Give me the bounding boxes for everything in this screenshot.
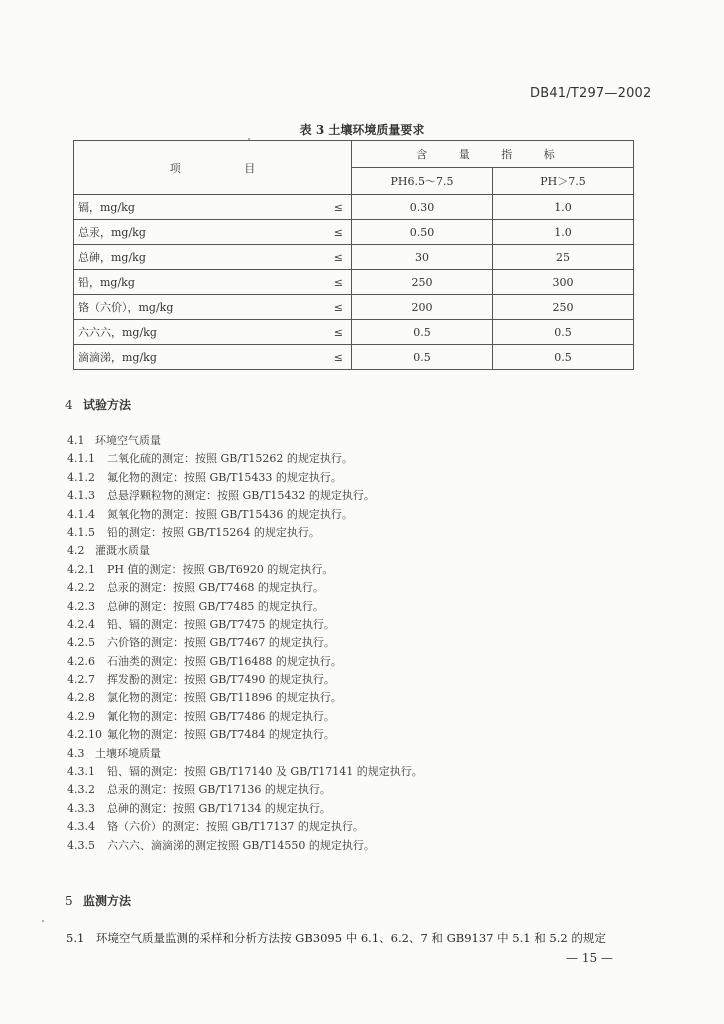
- clause-number: 4.1.5: [67, 525, 95, 539]
- header-ph-range-2: PH＞7.5: [493, 168, 634, 195]
- clause-text: 六六六、滴滴涕的测定按照 GB/T14550 的规定执行。: [107, 838, 375, 852]
- row-value-ph-range-2: 250: [493, 295, 634, 320]
- clause-text: 石油类的测定：按照 GB/T16488 的规定执行。: [107, 654, 342, 668]
- clause-text: 灌溉水质量: [95, 544, 150, 558]
- table-row: [74, 345, 634, 370]
- clause-text: 挥发酚的测定：按照 GB/T7490 的规定执行。: [107, 673, 335, 687]
- method-line: [67, 689, 423, 707]
- document-code: DB41/T297—2002: [530, 86, 652, 101]
- row-operator: ≤: [283, 220, 352, 245]
- row-value-ph-range-1: 250: [352, 270, 493, 295]
- section-title: 监测方法: [83, 894, 132, 908]
- clause-number: 4.1: [67, 434, 85, 447]
- row-value-ph-range-2: 1.0: [493, 220, 634, 245]
- clause-number: 4.2.2: [67, 581, 95, 595]
- row-operator: ≤: [283, 195, 352, 220]
- clause-text: 总汞的测定：按照 GB/T17136 的规定执行。: [107, 783, 331, 797]
- row-value-ph-range-1: 0.30: [352, 195, 493, 220]
- section-title: 试验方法: [83, 398, 132, 412]
- row-value-ph-range-2: 0.5: [493, 345, 634, 370]
- method-line: [67, 781, 423, 799]
- row-value-ph-range-1: 30: [352, 245, 493, 270]
- method-line: [67, 432, 423, 450]
- test-method-list: [67, 432, 423, 855]
- clause-number: 4.3.5: [67, 838, 95, 852]
- clause-number: 4.3.2: [67, 783, 95, 797]
- clause-number: 4.2.8: [67, 691, 95, 705]
- row-operator: ≤: [283, 345, 352, 370]
- method-line: [67, 800, 423, 818]
- table-row: [74, 295, 634, 320]
- clause-text: 环境空气质量监测的采样和分析方法按 GB3095 中 6.1、6.2、7 和 GB9137 中 5.1 和 5.2 的规定: [96, 931, 606, 945]
- method-line: [67, 708, 423, 726]
- method-line: [67, 671, 423, 689]
- row-operator: ≤: [283, 320, 352, 345]
- clause-number: 4.1.3: [67, 489, 95, 503]
- clause-text: 总汞的测定：按照 GB/T7468 的规定执行。: [107, 581, 324, 595]
- row-value-ph-range-2: 300: [493, 270, 634, 295]
- table-row: [74, 270, 634, 295]
- method-line: [67, 818, 423, 836]
- method-line: [67, 561, 423, 579]
- row-item-name: 总砷，mg/kg: [74, 245, 284, 270]
- clause-number: 4.2.6: [67, 654, 95, 668]
- clause-text: 总砷的测定：按照 GB/T17134 的规定执行。: [107, 801, 331, 815]
- clause-number: 4.3.1: [67, 765, 95, 779]
- header-content-index: 含 量 指 标: [352, 141, 634, 168]
- clause-text: 氰化物的测定：按照 GB/T7486 的规定执行。: [107, 709, 335, 723]
- row-value-ph-range-2: 1.0: [493, 195, 634, 220]
- row-operator: ≤: [283, 270, 352, 295]
- clause-text: 土壤环境质量: [95, 746, 161, 760]
- method-line: [67, 837, 423, 855]
- clause-number: 4.2.9: [67, 709, 95, 723]
- clause-number: 4.2: [67, 544, 85, 558]
- clause-text: 铅、镉的测定：按照 GB/T17140 及 GB/T17141 的规定执行。: [107, 765, 423, 779]
- clause-number: 4.3.4: [67, 820, 95, 834]
- clause-text: 氯化物的测定：按照 GB/T11896 的规定执行。: [107, 691, 342, 705]
- soil-quality-table: [73, 140, 634, 370]
- scan-speck: [42, 920, 44, 922]
- method-line: [67, 506, 423, 524]
- table-row: [74, 220, 634, 245]
- row-item-name: 铬（六价），mg/kg: [74, 295, 284, 320]
- row-value-ph-range-1: 0.50: [352, 220, 493, 245]
- row-value-ph-range-1: 200: [352, 295, 493, 320]
- section-number: 5: [65, 894, 73, 908]
- clause-number: 5.1: [66, 931, 85, 945]
- row-value-ph-range-1: 0.5: [352, 345, 493, 370]
- clause-number: 4.2.3: [67, 599, 95, 613]
- clause-text: 环境空气质量: [95, 434, 161, 447]
- table-row: [74, 195, 634, 220]
- table-row: [74, 245, 634, 270]
- method-line: [67, 487, 423, 505]
- method-line: [67, 763, 423, 781]
- section-4-heading: [65, 396, 131, 413]
- clause-number: 4.1.2: [67, 470, 95, 484]
- row-item-name: 镉，mg/kg: [74, 195, 284, 220]
- row-item-name: 滴滴涕，mg/kg: [74, 345, 284, 370]
- monitoring-paragraph: [66, 930, 606, 946]
- header-ph-range-1: PH6.5～7.5: [352, 168, 493, 195]
- row-value-ph-range-2: 25: [493, 245, 634, 270]
- row-value-ph-range-2: 0.5: [493, 320, 634, 345]
- row-value-ph-range-1: 0.5: [352, 320, 493, 345]
- clause-number: 4.1.1: [67, 452, 95, 466]
- clause-number: 4.3: [67, 746, 85, 760]
- clause-number: 4.1.4: [67, 507, 95, 521]
- clause-text: PH 值的测定：按照 GB/T6920 的规定执行。: [107, 562, 334, 576]
- method-line: [67, 598, 423, 616]
- clause-text: 二氧化硫的测定：按照 GB/T15262 的规定执行。: [107, 452, 353, 466]
- clause-number: 4.2.4: [67, 617, 95, 631]
- clause-text: 铅的测定：按照 GB/T15264 的规定执行。: [107, 525, 320, 539]
- table-body: [74, 195, 634, 370]
- clause-text: 六价铬的测定：按照 GB/T7467 的规定执行。: [107, 636, 335, 650]
- header-item: 项 目: [74, 141, 352, 195]
- clause-number: 4.2.10: [67, 728, 102, 742]
- method-line: [67, 450, 423, 468]
- clause-text: 铬（六价）的测定：按照 GB/T17137 的规定执行。: [107, 820, 364, 834]
- table-caption: 表 3 土壤环境质量要求: [299, 123, 425, 137]
- clause-text: 铅、镉的测定：按照 GB/T7475 的规定执行。: [107, 617, 335, 631]
- section-number: 4: [65, 398, 73, 412]
- row-item-name: 总汞，mg/kg: [74, 220, 284, 245]
- clause-text: 氮氧化物的测定：按照 GB/T15436 的规定执行。: [107, 507, 353, 521]
- method-line: [67, 726, 423, 744]
- method-line: [67, 616, 423, 634]
- clause-text: 总悬浮颗粒物的测定：按照 GB/T15432 的规定执行。: [107, 489, 375, 503]
- clause-text: 氟化物的测定：按照 GB/T7484 的规定执行。: [107, 728, 335, 742]
- clause-text: 氟化物的测定：按照 GB/T15433 的规定执行。: [107, 470, 342, 484]
- scan-speck: [248, 138, 250, 140]
- clause-number: 4.2.7: [67, 673, 95, 687]
- row-operator: ≤: [283, 295, 352, 320]
- table-row: [74, 320, 634, 345]
- method-line: [67, 542, 423, 560]
- method-line: [67, 469, 423, 487]
- clause-number: 4.2.1: [67, 562, 95, 576]
- row-item-name: 六六六，mg/kg: [74, 320, 284, 345]
- method-line: [67, 745, 423, 763]
- row-item-name: 铅，mg/kg: [74, 270, 284, 295]
- clause-number: 4.2.5: [67, 636, 95, 650]
- method-line: [67, 653, 423, 671]
- clause-number: 4.3.3: [67, 801, 95, 815]
- clause-text: 总砷的测定：按照 GB/T7485 的规定执行。: [107, 599, 324, 613]
- method-line: [67, 524, 423, 542]
- row-operator: ≤: [283, 245, 352, 270]
- method-line: [67, 579, 423, 597]
- method-line: [67, 634, 423, 652]
- section-5-heading: [65, 892, 131, 909]
- page-number: — 15 —: [566, 951, 613, 965]
